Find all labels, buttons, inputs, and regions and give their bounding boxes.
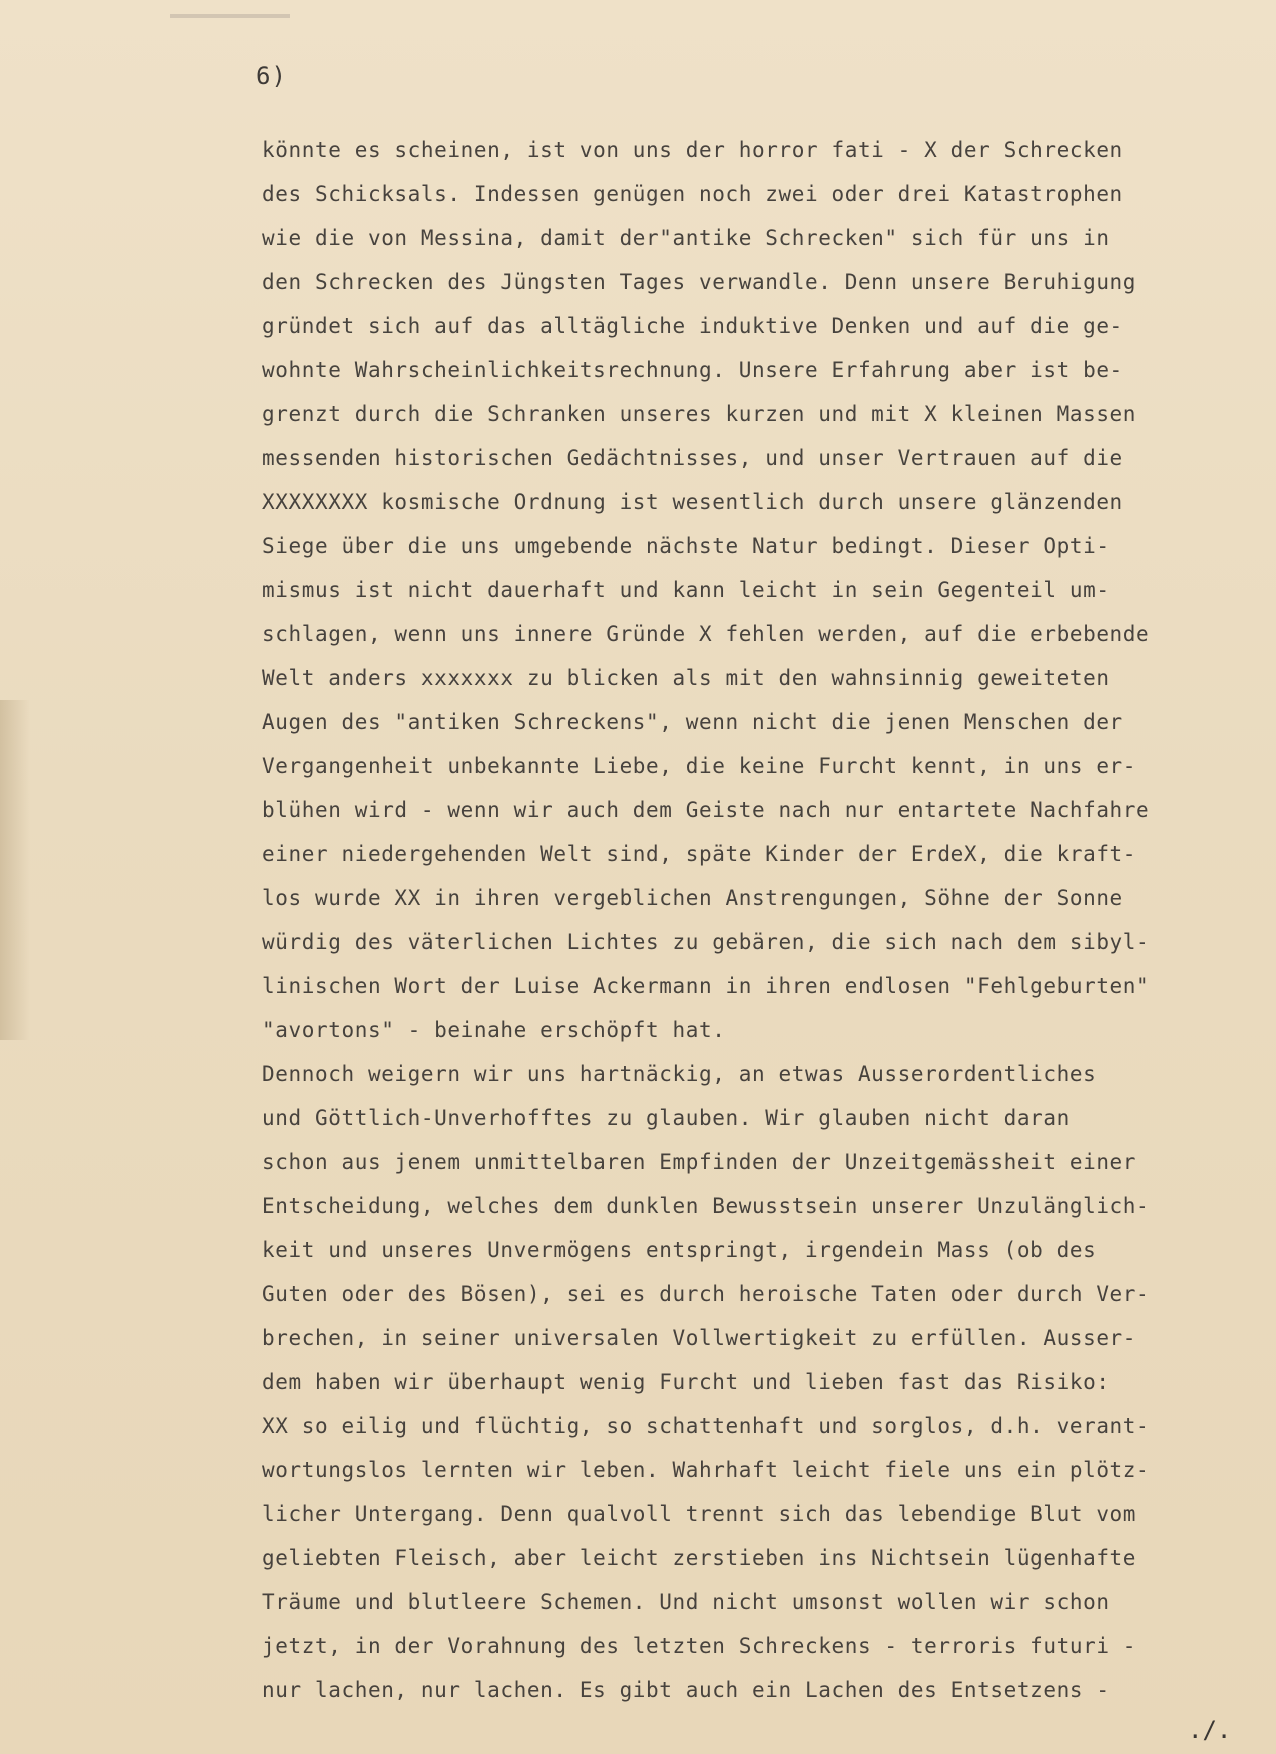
text-line: "avortons" - beinahe erschöpft hat. xyxy=(262,1018,726,1042)
text-line: schlagen, wenn uns innere Gründe X fehlen werden, auf die erbebende xyxy=(262,622,1150,646)
text-line: und Göttlich-Unverhofftes zu glauben. Wir glauben nicht daran xyxy=(262,1106,1070,1130)
text-line: würdig des väterlichen Lichtes zu gebären, die sich nach dem sibyl- xyxy=(262,930,1150,954)
text-line: wortungslos lernten wir leben. Wahrhaft leicht fiele uns ein plötz- xyxy=(262,1458,1150,1482)
page-number: 6) xyxy=(256,62,287,90)
text-line: mismus ist nicht dauerhaft und kann leicht in sein Gegenteil um- xyxy=(262,578,1110,602)
text-line: los wurde XX in ihren vergeblichen Anstrengungen, Söhne der Sonne xyxy=(262,886,1123,910)
text-line: Siege über die uns umgebende nächste Natur bedingt. Dieser Opti- xyxy=(262,534,1110,558)
text-line: Guten oder des Bösen), sei es durch heroische Taten oder durch Ver- xyxy=(262,1282,1150,1306)
text-line: geliebten Fleisch, aber leicht zerstieben ins Nichtsein lügenhafte xyxy=(262,1546,1137,1570)
text-line: blühen wird - wenn wir auch dem Geiste nach nur entartete Nachfahre xyxy=(262,798,1150,822)
typed-text-body xyxy=(262,128,1276,1712)
text-line: gründet sich auf das alltägliche induktive Denken und auf die ge- xyxy=(262,314,1123,338)
text-line: brechen, in seiner universalen Vollwertigkeit zu erfüllen. Ausser- xyxy=(262,1326,1137,1350)
text-line: licher Untergang. Denn qualvoll trennt sich das lebendige Blut vom xyxy=(262,1502,1137,1526)
text-line: XX so eilig und flüchtig, so schattenhaft und sorglos, d.h. verant- xyxy=(262,1414,1150,1438)
text-line: nur lachen, nur lachen. Es gibt auch ein Lachen des Entsetzens - xyxy=(262,1678,1110,1702)
text-line: schon aus jenem unmittelbaren Empfinden der Unzeitgemässheit einer xyxy=(262,1150,1137,1174)
text-line: XXXXXXXX kosmische Ordnung ist wesentlich durch unsere glänzenden xyxy=(262,490,1123,514)
text-line: Entscheidung, welches dem dunklen Bewusstsein unserer Unzulänglich- xyxy=(262,1194,1150,1218)
text-line: Welt anders xxxxxxx zu blicken als mit den wahnsinnig geweiteten xyxy=(262,666,1110,690)
continuation-mark: ./. xyxy=(1188,1716,1232,1744)
text-line: wie die von Messina, damit der"antike Schrecken" sich für uns in xyxy=(262,226,1110,250)
paper-fold-shadow xyxy=(0,700,30,1040)
text-line: einer niedergehenden Welt sind, späte Kinder der ErdeX, die kraft- xyxy=(262,842,1137,866)
text-line: keit und unseres Unvermögens entspringt, irgendein Mass (ob des xyxy=(262,1238,1097,1262)
paper-smudge xyxy=(170,14,290,18)
text-line: könnte es scheinen, ist von uns der horror fati - X der Schrecken xyxy=(262,138,1123,162)
text-line: Augen des "antiken Schreckens", wenn nicht die jenen Menschen der xyxy=(262,710,1123,734)
text-line: Dennoch weigern wir uns hartnäckig, an etwas Ausserordentliches xyxy=(262,1062,1097,1086)
text-line: Vergangenheit unbekannte Liebe, die keine Furcht kennt, in uns er- xyxy=(262,754,1137,778)
text-line: wohnte Wahrscheinlichkeitsrechnung. Unsere Erfahrung aber ist be- xyxy=(262,358,1123,382)
text-line: den Schrecken des Jüngsten Tages verwandle. Denn unsere Beruhigung xyxy=(262,270,1137,294)
text-line: Träume und blutleere Schemen. Und nicht umsonst wollen wir schon xyxy=(262,1590,1110,1614)
text-line: jetzt, in der Vorahnung des letzten Schreckens - terroris futuri - xyxy=(262,1634,1137,1658)
text-line: dem haben wir überhaupt wenig Furcht und lieben fast das Risiko: xyxy=(262,1370,1110,1394)
text-line: grenzt durch die Schranken unseres kurzen und mit X kleinen Massen xyxy=(262,402,1137,426)
text-line: messenden historischen Gedächtnisses, und unser Vertrauen auf die xyxy=(262,446,1123,470)
text-line: linischen Wort der Luise Ackermann in ihren endlosen "Fehlgeburten" xyxy=(262,974,1150,998)
text-line: des Schicksals. Indessen genügen noch zwei oder drei Katastrophen xyxy=(262,182,1123,206)
